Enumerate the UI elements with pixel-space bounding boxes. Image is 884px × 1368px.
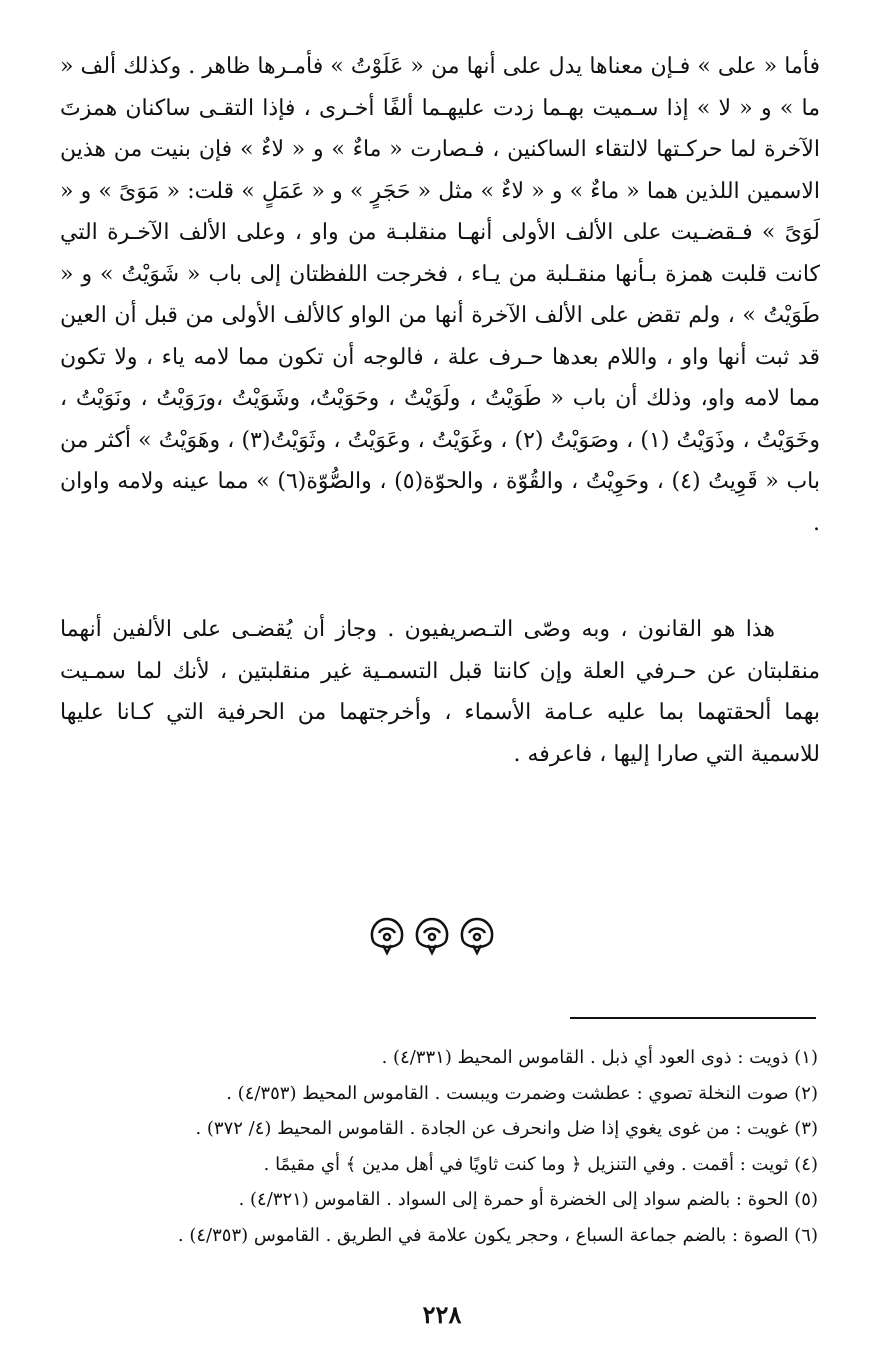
page-number: ٢٢٨ [422,1300,462,1329]
footnotes-list [100,1040,818,1253]
footnote-3: (٣) غويت : من غوى يغوي إذا ضل وانحرف عن الجادة . القاموس المحيط (٤/ ٣٧٢) . [195,1118,818,1139]
footnote-4: (٤) ثويت : أقمت . وفي التنزيل ﴿ وما كنت ثاويًا في أهل مدين ﴾ أي مقيمًا . [263,1153,818,1175]
main-paragraph: فأما « على » فـإن معناها يدل على أنها من « عَلَوْتُ » فأمـرها ظاهر . وكذلك ألف « ما » و « لا » إذا سـميت بهـما زدت عليهـما ألفًا أخـرى ، فإذا التقـى ساكنان همزتَ الآخرة لما حركـتها لالتقاء الساكنين ، فـصارت « ماءٌ » و « لاءٌ » فإن بنيت من هذين الاسمين اللذين هما « ماءٌ » و « لاءٌ » مثل « حَجَرٍ » و « عَمَلٍ » قلت: « مَوَىً » و « لَوَىً » فـقضـيت على الألف الأولى أنهـا منقلبـة من واو ، وعلى الألف الآخـرة التي كانت قلبت همزة بـأنها منقـلبة من يـاء ، فخرجت اللفظتان إلى باب « شَوَيْتُ » و « طَوَيْتُ » ، ولم تقض على الألف الآخرة أنها من الواو كالألف الأولى من قبل أن العين قد ثبت أنها واو ، واللام بعدها حـرف علة ، فالوجه أن تكون مما لامه ياء ، ولا تكون مما لامه واو، وذلك أن باب « طَوَيْتُ ، ولَوَيْتُ ، وحَوَيْتُ، وشَوَيْتُ ،ورَوَيْتُ ، ونَوَيْتُ ، وخَوَيْتُ ، وذَوَيْتُ (١) ، وصَوَيْتُ (٢) ، وغَوَيْتُ ، وعَوَيْتُ ، وثَوَيْتُ(٣) ، وهَوَيْتُ » أكثر من باب « قَوِيتُ (٤) ، وحَوِيْتُ ، والقُوّة ، والحوّة(٥) ، والصُّوّة(٦) » مما عينه ولامه واوان . [60,54,821,536]
second-paragraph: هذا هو القانون ، وبه وصّى التـصريفيون . وجاز أن يُقضـى على الألفين أنهما منقلبتان عن حـرفي العلة وإن كانتا قبل التسمـية غير منقلبتين ، لأنك لما سمـيت بهما ألحقتهما بما عليه عـامة الأسماء ، وأخرجتهما من الحرفية التي كـانا عليها للاسمية التي صارا إليها ، فاعرفه . [60,617,820,767]
footnote-2: (٢) صوت النخلة تصوي : عطشت وضمرت ويبست . القاموس المحيط (٤/٣٥٣) . [226,1082,818,1104]
footnote-divider [570,1017,816,1019]
footnote-5: (٥) الحوة : بالضم سواد إلى الخضرة أو حمرة إلى السواد . القاموس (٤/٣٢١) . [238,1189,818,1210]
triple-flower-ornament-icon [365,910,500,960]
footnote-6: (٦) الصوة : بالضم جماعة السباع ، وحجر يكون علامة في الطريق . القاموس (٤/٣٥٣) . [177,1224,818,1246]
footnote-1: (١) ذويت : ذوى العود أي ذبل . القاموس المحيط (٤/٣٣١) . [381,1047,818,1068]
